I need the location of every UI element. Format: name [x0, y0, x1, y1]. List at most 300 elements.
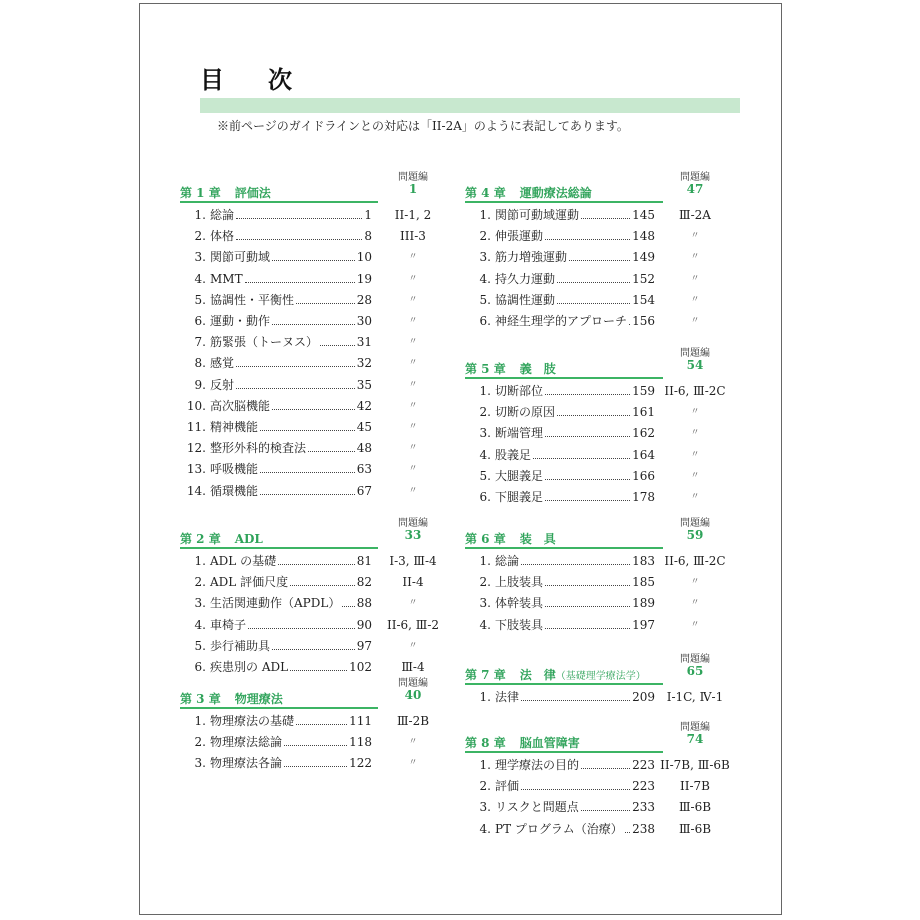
entry-page: 156 — [632, 311, 655, 331]
toc-entry[interactable] — [182, 247, 372, 267]
entry-number: 5. — [194, 292, 206, 307]
entry-number: 9. — [194, 377, 206, 392]
entry-number: 1. — [194, 208, 206, 222]
chapter-rule — [465, 377, 663, 379]
entry-label: 断端管理 — [495, 426, 544, 441]
entry-number: 2. — [479, 229, 491, 244]
guideline-reference: II-4 — [402, 575, 424, 590]
leader-dots — [260, 471, 355, 473]
chapter-rule — [465, 683, 663, 685]
entry-label: 体幹装具 — [495, 596, 544, 611]
mondai-label: 問題編 — [398, 172, 428, 183]
entry-label: 股義足 — [495, 447, 532, 462]
problem-page-number: 59 — [686, 528, 704, 542]
entry-label: 下肢装具 — [495, 617, 544, 632]
toc-entry[interactable] — [182, 269, 372, 289]
entry-number: 7. — [194, 335, 206, 350]
leader-dots — [521, 699, 630, 701]
entry-page: 178 — [632, 487, 655, 507]
entry-label: 疾患別の ADL — [210, 660, 289, 674]
leader-dots — [545, 605, 630, 607]
leader-dots — [545, 478, 630, 480]
entry-number: 4. — [479, 617, 491, 632]
entry-label: 協調性運動 — [495, 292, 556, 307]
chapter-rule — [465, 751, 663, 753]
entry-label: 上肢装具 — [495, 575, 544, 590]
toc-entry[interactable] — [467, 487, 655, 507]
toc-entry[interactable] — [182, 481, 372, 501]
entry-page: 48 — [357, 438, 372, 458]
title-char-2: 次 — [268, 65, 292, 94]
toc-entry[interactable] — [467, 445, 655, 465]
toc-entry[interactable] — [182, 551, 372, 571]
entry-number: 4. — [479, 271, 491, 286]
guideline-reference: 〃 — [690, 231, 700, 242]
leader-dots — [581, 217, 630, 219]
entry-number: 4. — [194, 271, 206, 286]
guideline-reference: 〃 — [408, 758, 418, 769]
entry-page: 197 — [632, 615, 655, 635]
leader-dots — [260, 493, 355, 495]
chapter-heading[interactable] — [465, 666, 646, 683]
entry-page: 90 — [357, 615, 372, 635]
leader-dots — [236, 217, 362, 219]
entry-label: 循環機能 — [210, 483, 259, 498]
guideline-reference: 〃 — [408, 422, 418, 432]
entry-page: 164 — [632, 445, 655, 465]
entry-number: 1. — [479, 208, 491, 222]
leader-dots — [545, 393, 630, 395]
entry-label: 筋緊張（トーヌス） — [210, 335, 319, 350]
entry-page: 42 — [357, 396, 372, 416]
chapter-title: 脳血管障害 — [519, 736, 580, 750]
guideline-reference: Ⅲ-6B — [678, 821, 712, 836]
entry-label: 反射 — [210, 377, 235, 392]
toc-entry[interactable] — [182, 332, 372, 352]
entry-number: 3. — [479, 596, 491, 611]
guideline-reference: 〃 — [408, 464, 418, 475]
chapter-number: 第 8 章 — [465, 736, 506, 750]
chapter-title: 物理療法 — [234, 692, 283, 706]
guideline-reference: 〃 — [690, 577, 700, 588]
leader-dots — [521, 788, 630, 790]
entry-page: 162 — [632, 423, 655, 443]
problem-page-number: 65 — [686, 664, 704, 678]
guideline-reference: Ⅲ-2A — [679, 208, 711, 222]
guideline-note: ※前ページのガイドラインとの対応は「II-2A」のように表記してあります。 — [217, 119, 629, 133]
toc-entry[interactable] — [467, 205, 655, 225]
entry-number: 5. — [479, 468, 491, 483]
guideline-reference: 〃 — [408, 640, 418, 651]
entry-label: 高次脳機能 — [210, 398, 271, 413]
problem-page-number: 1 — [408, 182, 418, 196]
entry-page: 45 — [357, 417, 372, 437]
leader-dots — [290, 669, 347, 671]
leader-dots — [248, 627, 355, 629]
toc-entry[interactable] — [182, 615, 372, 635]
guideline-reference: Ⅲ-2B — [396, 714, 430, 728]
chapter-heading[interactable] — [180, 184, 271, 201]
entry-page: 88 — [357, 593, 372, 613]
toc-entry[interactable] — [182, 732, 372, 752]
entry-label: 理学療法の目的 — [495, 758, 580, 772]
chapter-number: 第 6 章 — [465, 532, 506, 546]
chapter-heading[interactable] — [180, 690, 283, 707]
toc-entry[interactable] — [467, 402, 655, 422]
entry-page: 19 — [357, 269, 372, 289]
chapter-title: 法 律 — [519, 668, 556, 682]
guideline-reference: 〃 — [690, 252, 700, 263]
entry-page: 102 — [349, 657, 372, 677]
guideline-reference: II-6, Ⅲ-2C — [664, 384, 726, 398]
toc-entry[interactable] — [467, 269, 655, 289]
leader-dots — [272, 323, 355, 325]
toc-entry[interactable] — [467, 551, 655, 571]
entry-number: 4. — [479, 447, 491, 462]
leader-dots — [284, 765, 347, 767]
entry-page: 148 — [632, 226, 655, 246]
toc-entry[interactable] — [182, 459, 372, 479]
entry-number: 6. — [479, 490, 491, 504]
guideline-reference: II-7B, Ⅲ-6B — [660, 758, 730, 772]
chapter-heading[interactable] — [465, 360, 556, 377]
entry-label: 神経生理学的アプローチ — [495, 314, 628, 328]
entry-number: 2. — [479, 779, 491, 794]
leader-dots — [308, 450, 355, 452]
guideline-reference: 〃 — [690, 619, 700, 630]
guideline-reference: 〃 — [408, 379, 418, 390]
chapter-title: 評価法 — [234, 186, 271, 200]
entry-number: 6. — [479, 314, 491, 328]
entry-label: 整形外科的検査法 — [210, 441, 307, 456]
entry-label: 切断部位 — [495, 384, 544, 398]
guideline-reference: 〃 — [690, 598, 700, 609]
entry-number: 1. — [194, 554, 206, 568]
toc-entry[interactable] — [467, 466, 655, 486]
leader-dots — [581, 809, 630, 811]
guideline-reference: 〃 — [690, 273, 700, 284]
entry-page: 238 — [632, 819, 655, 839]
toc-entry[interactable] — [467, 819, 655, 839]
entry-label: 生活関連動作（APDL） — [210, 596, 341, 611]
guideline-reference: 〃 — [408, 485, 418, 496]
entry-page: 111 — [349, 711, 372, 731]
toc-entry[interactable] — [182, 353, 372, 373]
guideline-reference: 〃 — [408, 400, 418, 411]
mondai-label: 問題編 — [680, 518, 710, 529]
chapter-number: 第 7 章 — [465, 668, 506, 682]
entry-number: 1. — [479, 384, 491, 398]
entry-page: 166 — [632, 466, 655, 486]
guideline-reference: 〃 — [690, 407, 700, 418]
toc-entry[interactable] — [182, 711, 372, 731]
guideline-reference: I-1C, Ⅳ-1 — [666, 690, 724, 704]
entry-page: 28 — [357, 290, 372, 310]
entry-label: 物理療法総論 — [210, 735, 283, 750]
entry-page: 30 — [357, 311, 372, 331]
guideline-reference: II-7B — [680, 779, 710, 794]
chapter-title: ADL — [234, 532, 263, 546]
problem-page-number: 74 — [686, 732, 704, 746]
entry-number: 6. — [194, 314, 206, 328]
entry-label: 呼吸機能 — [210, 462, 259, 477]
entry-number: 8. — [194, 356, 206, 371]
entry-page: 185 — [632, 572, 655, 592]
entry-number: 4. — [194, 617, 206, 632]
entry-page: 183 — [632, 551, 655, 571]
leader-dots — [557, 281, 630, 283]
leader-dots — [545, 584, 630, 586]
chapter-heading[interactable] — [180, 530, 263, 547]
guideline-reference: 〃 — [408, 737, 418, 748]
toc-entry[interactable] — [467, 755, 655, 775]
entry-label: 精神機能 — [210, 420, 259, 434]
chapter-title: 装 具 — [519, 532, 556, 546]
toc-entry[interactable] — [182, 396, 372, 416]
toc-entry[interactable] — [182, 226, 372, 246]
mondai-label: 問題編 — [398, 518, 428, 529]
entry-page: 67 — [357, 481, 372, 501]
entry-label: 協調性・平衡性 — [210, 292, 295, 307]
entry-label: 歩行補助具 — [210, 638, 271, 653]
toc-entry[interactable] — [467, 311, 655, 331]
entry-label: ADL 評価尺度 — [210, 575, 289, 590]
entry-number: 11. — [186, 420, 206, 434]
entry-page: 159 — [632, 381, 655, 401]
toc-entry[interactable] — [467, 687, 655, 707]
toc-entry[interactable] — [182, 753, 372, 773]
guideline-reference: 〃 — [408, 294, 418, 305]
toc-entry[interactable] — [182, 572, 372, 592]
guideline-reference: 〃 — [690, 470, 700, 481]
toc-entry[interactable] — [182, 593, 372, 613]
entry-page: 1 — [364, 205, 372, 225]
entry-number: 3. — [194, 250, 206, 265]
leader-dots — [236, 365, 355, 367]
chapter-rule — [465, 547, 663, 549]
toc-entry[interactable] — [467, 615, 655, 635]
entry-label: 物理療法各論 — [210, 756, 283, 771]
toc-entry[interactable] — [182, 290, 372, 310]
entry-label: 法律 — [495, 690, 520, 704]
entry-number: 1. — [479, 758, 491, 772]
entry-label: 感覚 — [210, 356, 235, 371]
toc-entry[interactable] — [182, 205, 372, 225]
entry-page: 189 — [632, 593, 655, 613]
toc-entry[interactable] — [182, 311, 372, 331]
leader-dots — [545, 499, 630, 501]
toc-entry[interactable] — [182, 438, 372, 458]
guideline-reference: II-6, Ⅲ-2 — [386, 617, 440, 632]
guideline-reference: 〃 — [690, 294, 700, 305]
entry-page: 31 — [357, 332, 372, 352]
entry-number: 3. — [479, 426, 491, 441]
leader-dots — [545, 627, 630, 629]
entry-page: 118 — [349, 732, 372, 752]
entry-number: 1. — [479, 690, 491, 704]
guideline-reference: II-1, 2 — [394, 208, 432, 222]
chapter-rule — [180, 547, 378, 549]
chapter-title: 義 肢 — [519, 362, 556, 376]
page-title — [200, 60, 292, 95]
toc-entry[interactable] — [182, 375, 372, 395]
entry-page: 8 — [364, 226, 372, 246]
entry-label: 総論 — [210, 208, 235, 222]
entry-label: 車椅子 — [210, 617, 247, 632]
entry-number: 1. — [479, 554, 491, 568]
guideline-reference: I-3, Ⅲ-4 — [389, 554, 437, 568]
guideline-reference: 〃 — [408, 273, 418, 284]
entry-number: 2. — [194, 735, 206, 750]
entry-number: 2. — [479, 405, 491, 420]
entry-label: 運動・動作 — [210, 314, 271, 328]
guideline-reference: 〃 — [408, 443, 418, 454]
guideline-reference: 〃 — [690, 316, 700, 326]
leader-dots — [272, 648, 355, 650]
entry-page: 63 — [357, 459, 372, 479]
entry-number: 2. — [479, 575, 491, 590]
chapter-number: 第 3 章 — [180, 692, 221, 706]
entry-page: 161 — [632, 402, 655, 422]
entry-label: リスクと問題点 — [495, 800, 579, 815]
entry-page: 97 — [357, 636, 372, 656]
entry-label: MMT — [210, 271, 243, 286]
entry-page: 152 — [632, 269, 655, 289]
entry-page: 82 — [357, 572, 372, 592]
toc-entry[interactable] — [467, 776, 655, 796]
leader-dots — [320, 344, 355, 346]
toc-entry[interactable] — [467, 593, 655, 613]
chapter-number: 第 2 章 — [180, 532, 221, 546]
chapter-number: 第 1 章 — [180, 186, 221, 200]
entry-label: 大腿義足 — [495, 468, 544, 483]
leader-dots — [296, 723, 347, 725]
leader-dots — [629, 323, 630, 325]
toc-entry[interactable] — [467, 247, 655, 267]
entry-number: 12. — [186, 441, 206, 456]
toc-entry[interactable] — [182, 636, 372, 656]
leader-dots — [521, 563, 630, 565]
toc-entry[interactable] — [467, 572, 655, 592]
leader-dots — [545, 238, 630, 240]
title-char-1: 目 — [200, 65, 224, 94]
leader-dots — [581, 767, 630, 769]
toc-entry[interactable] — [467, 290, 655, 310]
leader-dots — [557, 302, 630, 304]
entry-number: 5. — [194, 638, 206, 653]
entry-label: 下腿義足 — [495, 490, 544, 504]
entry-label: 持久力運動 — [495, 271, 556, 286]
entry-label: 総論 — [495, 554, 520, 568]
mondai-label: 問題編 — [680, 172, 710, 183]
chapter-rule — [180, 201, 378, 203]
mondai-label: 問題編 — [398, 678, 428, 689]
entry-label: ADL の基礎 — [210, 554, 277, 568]
guideline-reference: 〃 — [690, 492, 700, 502]
guideline-reference: 〃 — [408, 337, 418, 348]
leader-dots — [272, 408, 355, 410]
entry-label: 切断の原因 — [495, 405, 556, 420]
entry-page: 223 — [632, 776, 655, 796]
leader-dots — [272, 259, 355, 261]
leader-dots — [569, 259, 630, 261]
chapter-heading[interactable] — [465, 530, 556, 547]
mondai-label: 問題編 — [680, 348, 710, 359]
guideline-reference: II-6, Ⅲ-2C — [664, 554, 726, 568]
problem-page-number: 33 — [404, 528, 422, 542]
problem-page-number: 40 — [404, 688, 422, 702]
problem-page-number: 47 — [686, 182, 704, 196]
leader-dots — [625, 831, 630, 833]
leader-dots — [236, 238, 362, 240]
toc-entry[interactable] — [467, 423, 655, 443]
entry-number: 2. — [194, 575, 206, 590]
leader-dots — [260, 429, 355, 431]
entry-label: 体格 — [210, 229, 235, 244]
entry-page: 149 — [632, 247, 655, 267]
entry-number: 2. — [194, 229, 206, 244]
entry-page: 10 — [357, 247, 372, 267]
chapter-rule — [465, 201, 663, 203]
guideline-reference: 〃 — [408, 252, 418, 263]
entry-page: 145 — [632, 205, 655, 225]
guideline-reference: III-3 — [400, 229, 426, 244]
entry-label: 物理療法の基礎 — [210, 714, 295, 728]
title-band — [200, 98, 740, 113]
mondai-label: 問題編 — [680, 654, 710, 665]
leader-dots — [245, 281, 355, 283]
chapter-subtitle: （基礎理学療法学） — [555, 671, 646, 682]
entry-number: 4. — [479, 821, 491, 836]
entry-label: 関節可動域 — [210, 250, 271, 265]
chapter-number: 第 5 章 — [465, 362, 506, 376]
entry-page: 81 — [357, 551, 372, 571]
toc-entry[interactable] — [182, 417, 372, 437]
toc-entry[interactable] — [182, 657, 372, 677]
leader-dots — [342, 605, 354, 607]
entry-number: 5. — [479, 292, 491, 307]
guideline-reference: 〃 — [408, 358, 418, 369]
toc-entry[interactable] — [467, 381, 655, 401]
mondai-label: 問題編 — [680, 722, 710, 733]
leader-dots — [278, 563, 355, 565]
chapter-heading[interactable] — [465, 734, 580, 751]
leader-dots — [284, 744, 347, 746]
entry-number: 3. — [194, 596, 206, 611]
toc-entry[interactable] — [467, 226, 655, 246]
entry-label: 筋力増強運動 — [495, 250, 568, 265]
chapter-title: 運動療法総論 — [519, 186, 592, 200]
entry-number: 13. — [186, 462, 206, 477]
toc-entry[interactable] — [467, 797, 655, 817]
guideline-reference: 〃 — [690, 449, 700, 460]
leader-dots — [296, 302, 355, 304]
entry-page: 233 — [632, 797, 655, 817]
chapter-rule — [180, 707, 378, 709]
entry-label: 関節可動域運動 — [495, 208, 580, 222]
leader-dots — [290, 584, 355, 586]
entry-page: 32 — [357, 353, 372, 373]
entry-label: 伸張運動 — [495, 229, 544, 244]
entry-number: 3. — [479, 250, 491, 265]
entry-label: PT プログラム（治療） — [495, 821, 623, 836]
entry-page: 35 — [357, 375, 372, 395]
leader-dots — [545, 435, 630, 437]
chapter-heading[interactable] — [465, 184, 592, 201]
guideline-reference: Ⅲ-6B — [678, 800, 712, 815]
entry-number: 3. — [194, 756, 206, 771]
guideline-reference: 〃 — [690, 428, 700, 439]
